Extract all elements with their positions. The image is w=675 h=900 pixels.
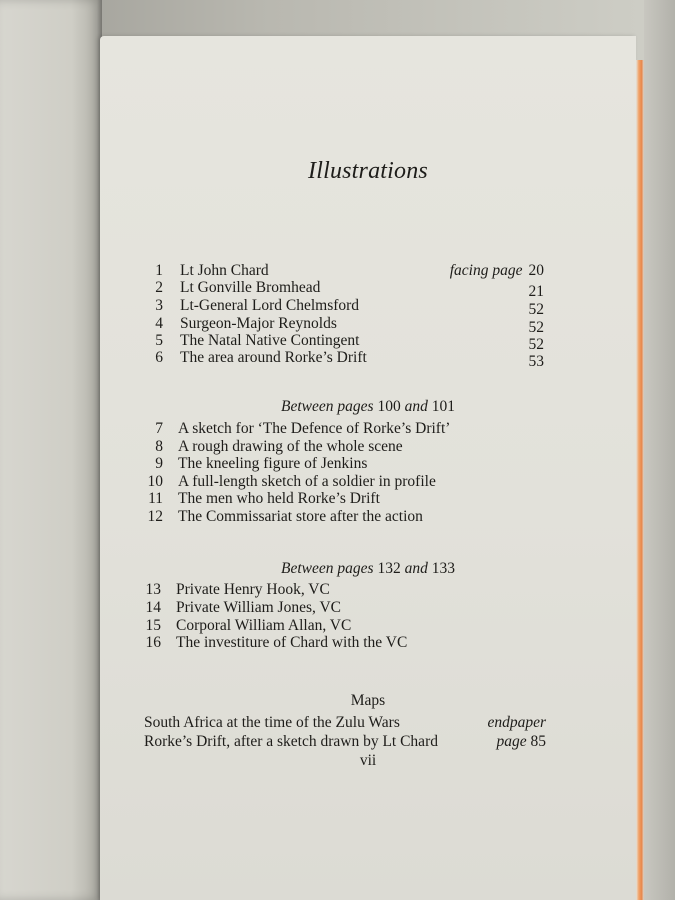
page-title: Illustrations [308, 158, 428, 184]
list-item [0, 508, 675, 526]
item-label: The kneeling figure of Jenkins [178, 455, 368, 472]
maps-heading: Maps [350, 692, 386, 709]
item-label: Lt John Chard [180, 262, 269, 279]
item-number: 10 [147, 473, 163, 490]
list-item [0, 438, 675, 456]
map-label: South Africa at the time of the Zulu Wars [144, 714, 400, 731]
item-label: Lt-General Lord Chelmsford [180, 297, 360, 314]
item-number: 4 [155, 315, 163, 332]
item-page: 52 [528, 301, 544, 318]
map-ref: endpaper [487, 714, 546, 731]
list-item [0, 455, 675, 473]
item-number: 2 [155, 279, 163, 296]
item-number: 1 [155, 262, 163, 279]
item-page: 53 [528, 353, 544, 370]
page-number: vii [359, 752, 377, 769]
item-page: 21 [528, 283, 544, 300]
item-number: 13 [145, 581, 161, 598]
item-page: 52 [528, 336, 544, 353]
item-label: Private William Jones, VC [176, 599, 341, 616]
section-and: and [404, 398, 428, 415]
list-item [0, 473, 675, 491]
list-item [0, 262, 675, 280]
list-item [0, 279, 675, 300]
item-label: A sketch for ‘The Defence of Rorke’s Drift’ [178, 420, 451, 437]
list-item [0, 332, 675, 353]
item-page: facing page 20 [449, 262, 544, 279]
item-number: 5 [155, 332, 163, 349]
item-label: The Natal Native Contingent [180, 332, 360, 349]
item-number: 15 [145, 617, 161, 634]
item-label: Private Henry Hook, VC [176, 581, 330, 598]
list-item [0, 297, 675, 318]
section-between: Between pages [281, 560, 374, 577]
item-number: 9 [155, 455, 163, 472]
item-label: The Commissariat store after the action [178, 508, 423, 525]
item-label: The area around Rorke’s Drift [180, 349, 367, 366]
item-number: 8 [155, 438, 163, 455]
section-to: 101 [431, 398, 455, 415]
map-item [144, 714, 546, 732]
item-number: 12 [147, 508, 163, 525]
item-number: 7 [155, 420, 163, 437]
item-label: A full-length sketch of a soldier in profile [178, 473, 436, 490]
map-ref: page 85 [496, 733, 546, 750]
section-and: and [404, 560, 428, 577]
list-item [0, 599, 675, 617]
item-label: The investiture of Chard with the VC [176, 634, 408, 651]
item-number: 16 [145, 634, 161, 651]
section-between: Between pages [281, 398, 374, 415]
item-number: 6 [155, 349, 163, 366]
list-item [0, 634, 675, 652]
item-label: Lt Gonville Bromhead [180, 279, 321, 296]
section-from: 132 [377, 560, 401, 577]
item-number: 3 [155, 297, 163, 314]
item-label: Surgeon-Major Reynolds [180, 315, 337, 332]
item-label: The men who held Rorke’s Drift [178, 490, 380, 507]
section-to: 133 [431, 560, 455, 577]
facing-page-label: facing page [449, 262, 523, 279]
list-item [0, 420, 675, 438]
section-heading [100, 560, 636, 578]
item-page: 52 [528, 319, 544, 336]
item-label: A rough drawing of the whole scene [178, 438, 403, 455]
map-item [144, 733, 546, 751]
section-heading [100, 398, 636, 416]
map-label: Rorke’s Drift, after a sketch drawn by Lt Chard [144, 733, 438, 750]
list-item [0, 315, 675, 336]
section-from: 100 [377, 398, 401, 415]
list-item [0, 617, 675, 635]
item-label: Corporal William Allan, VC [176, 617, 352, 634]
item-number: 11 [148, 490, 163, 507]
list-item [0, 581, 675, 599]
item-number: 14 [145, 599, 161, 616]
list-item [0, 490, 675, 508]
list-item [0, 349, 675, 370]
